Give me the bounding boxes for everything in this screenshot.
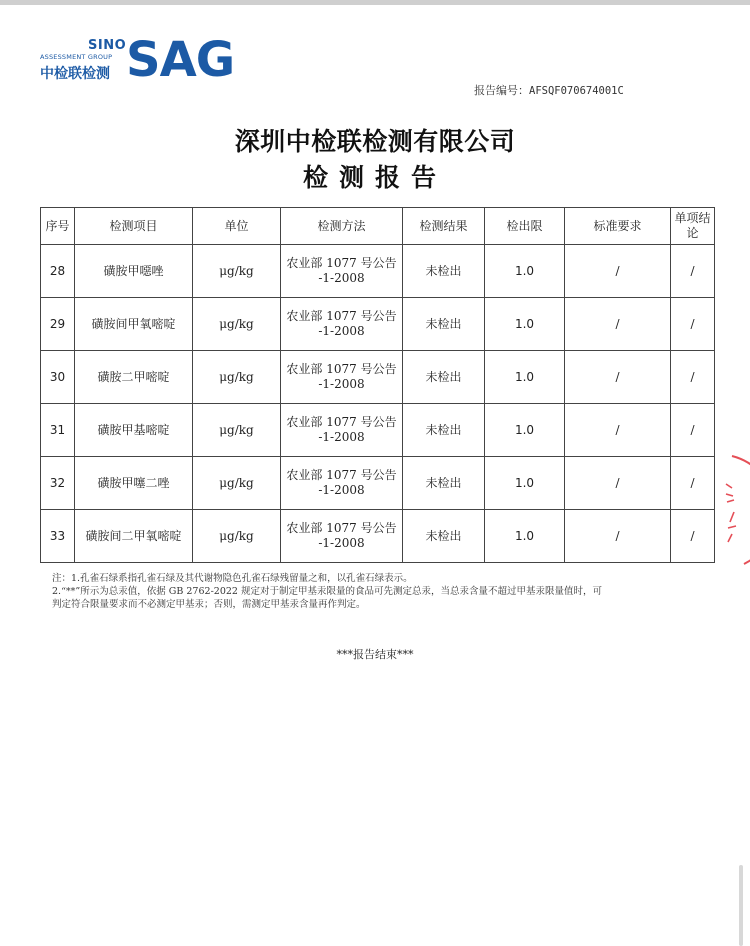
row-standard: / bbox=[565, 351, 671, 404]
header-limit: 检出限 bbox=[485, 208, 565, 245]
row-limit: 1.0 bbox=[485, 510, 565, 563]
row-no: 28 bbox=[41, 245, 75, 298]
table-row bbox=[41, 351, 715, 404]
row-method-line2: -1-2008 bbox=[318, 430, 365, 444]
row-method-line1: 农业部 1077 号公告 bbox=[286, 468, 397, 482]
logo-assessment-group-text: ASSESSMENT GROUP bbox=[40, 53, 113, 61]
row-result: 未检出 bbox=[403, 298, 485, 351]
table-row bbox=[41, 510, 715, 563]
row-standard: / bbox=[565, 457, 671, 510]
row-item: 磺胺甲噻二唑 bbox=[75, 457, 193, 510]
row-method-line2: -1-2008 bbox=[318, 324, 365, 338]
row-method-line1: 农业部 1077 号公告 bbox=[286, 521, 397, 535]
row-item: 磺胺甲基嘧啶 bbox=[75, 404, 193, 457]
row-item: 磺胺甲噁唑 bbox=[75, 245, 193, 298]
row-conclusion: / bbox=[671, 404, 715, 457]
row-limit: 1.0 bbox=[485, 298, 565, 351]
row-no: 32 bbox=[41, 457, 75, 510]
table-row bbox=[41, 245, 715, 298]
row-unit: μg/kg bbox=[193, 245, 281, 298]
row-method-line1: 农业部 1077 号公告 bbox=[286, 256, 397, 270]
row-unit: μg/kg bbox=[193, 298, 281, 351]
header-no: 序号 bbox=[41, 208, 75, 245]
row-limit: 1.0 bbox=[485, 245, 565, 298]
row-no: 29 bbox=[41, 298, 75, 351]
red-seal-stamp bbox=[724, 450, 750, 570]
row-standard: / bbox=[565, 404, 671, 457]
header-method: 检测方法 bbox=[281, 208, 403, 245]
header-result: 检测结果 bbox=[403, 208, 485, 245]
row-method bbox=[281, 351, 403, 404]
row-item: 磺胺二甲嘧啶 bbox=[75, 351, 193, 404]
row-no: 30 bbox=[41, 351, 75, 404]
row-standard: / bbox=[565, 298, 671, 351]
logo-sag-text: SAG bbox=[126, 32, 235, 88]
notes bbox=[52, 572, 712, 611]
note-line: 注：1.孔雀石绿系指孔雀石绿及其代谢物隐色孔雀石绿残留量之和，以孔雀石绿表示。 bbox=[52, 573, 413, 584]
row-method-line1: 农业部 1077 号公告 bbox=[286, 309, 397, 323]
report-title: 检测报告 bbox=[302, 163, 447, 192]
row-conclusion: / bbox=[671, 457, 715, 510]
report-number bbox=[474, 82, 624, 98]
table-row bbox=[41, 404, 715, 457]
row-method bbox=[281, 245, 403, 298]
top-bar bbox=[0, 0, 750, 5]
table-header-row bbox=[41, 208, 715, 245]
company-title: 深圳中检联检测有限公司 bbox=[234, 127, 516, 156]
row-method bbox=[281, 457, 403, 510]
row-conclusion: / bbox=[671, 351, 715, 404]
row-limit: 1.0 bbox=[485, 404, 565, 457]
row-standard: / bbox=[565, 245, 671, 298]
report-number-label: 报告编号： bbox=[474, 84, 529, 97]
row-no: 33 bbox=[41, 510, 75, 563]
row-method-line2: -1-2008 bbox=[318, 271, 365, 285]
row-conclusion: / bbox=[671, 510, 715, 563]
row-result: 未检出 bbox=[403, 510, 485, 563]
row-method bbox=[281, 404, 403, 457]
scrollbar-thumb[interactable] bbox=[739, 865, 743, 946]
row-unit: μg/kg bbox=[193, 510, 281, 563]
row-item: 磺胺间二甲氧嘧啶 bbox=[75, 510, 193, 563]
row-result: 未检出 bbox=[403, 245, 485, 298]
row-method-line1: 农业部 1077 号公告 bbox=[286, 362, 397, 376]
header-item: 检测项目 bbox=[75, 208, 193, 245]
row-item: 磺胺间甲氧嘧啶 bbox=[75, 298, 193, 351]
logo-chinese-text: 中检联检测 bbox=[40, 66, 110, 82]
row-method-line2: -1-2008 bbox=[318, 377, 365, 391]
report-end-marker: ***报告结束*** bbox=[336, 648, 414, 661]
row-method-line1: 农业部 1077 号公告 bbox=[286, 415, 397, 429]
row-no: 31 bbox=[41, 404, 75, 457]
row-conclusion: / bbox=[671, 298, 715, 351]
row-result: 未检出 bbox=[403, 404, 485, 457]
row-method bbox=[281, 298, 403, 351]
results-table bbox=[40, 207, 715, 563]
row-unit: μg/kg bbox=[193, 351, 281, 404]
logo-sino-text: SINO bbox=[88, 38, 127, 53]
header-conclusion: 单项结论 bbox=[671, 208, 715, 245]
row-unit: μg/kg bbox=[193, 404, 281, 457]
company-logo bbox=[40, 32, 250, 88]
row-result: 未检出 bbox=[403, 457, 485, 510]
row-standard: / bbox=[565, 510, 671, 563]
row-result: 未检出 bbox=[403, 351, 485, 404]
row-method bbox=[281, 510, 403, 563]
row-conclusion: / bbox=[671, 245, 715, 298]
header-unit: 单位 bbox=[193, 208, 281, 245]
row-limit: 1.0 bbox=[485, 351, 565, 404]
row-method-line2: -1-2008 bbox=[318, 483, 365, 497]
row-unit: μg/kg bbox=[193, 457, 281, 510]
row-limit: 1.0 bbox=[485, 457, 565, 510]
note-line: 判定符合限量要求而不必测定甲基汞；否则，需测定甲基汞含量再作判定。 bbox=[52, 599, 366, 610]
report-number-value: AFSQF070674001C bbox=[529, 85, 624, 97]
note-line: 2.“**”所示为总汞值，依据 GB 2762-2022 规定对于制定甲基汞限量的食品可先测定总汞，当总汞含量不超过甲基汞限量值时，可 bbox=[52, 586, 602, 597]
table-row bbox=[41, 457, 715, 510]
header-standard: 标准要求 bbox=[565, 208, 671, 245]
table-row bbox=[41, 298, 715, 351]
row-method-line2: -1-2008 bbox=[318, 536, 365, 550]
